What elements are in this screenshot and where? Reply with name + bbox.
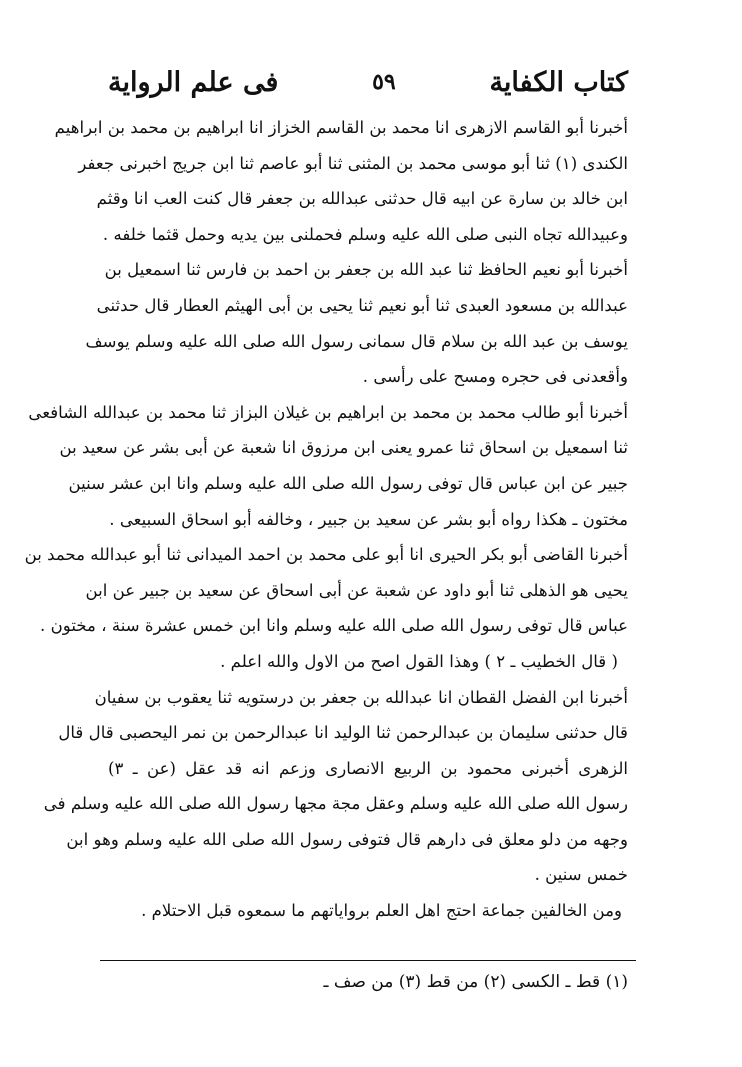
text-line: عبدالله بن مسعود العبدى ثنا أبو نعيم ثنا يحيى بن أبى الهيثم العطار قال حدثنى: [96, 295, 628, 315]
text-line: جبير عن ابن عباس قال توفى رسول الله صلى الله عليه وسلم وانا ابن عشر سنين: [68, 473, 628, 493]
text-line: أخبرنا القاضى أبو بكر الحيرى انا أبو على محمد بن احمد الميدانى ثنا أبو عبدالله محمد بن: [24, 545, 628, 565]
text-line: قال حدثنى سليمان بن عبدالرحمن ثنا الوليد انا عبدالرحمن بن نمر اليحصبى قال قال: [58, 723, 628, 743]
footnote-divider: [100, 960, 636, 961]
text-line: خمس سنين .: [534, 865, 628, 885]
page-header: [108, 60, 628, 104]
text-line: وجهه من دلو معلق فى دارهم قال فتوفى رسول الله صلى الله عليه وسلم وهو ابن: [66, 829, 628, 849]
running-title-right: كتاب الكفاية: [489, 66, 628, 98]
text-line: أخبرنا ابن الفضل القطان انا عبدالله بن جعفر بن درستويه ثنا يعقوب بن سفيان: [94, 687, 628, 707]
running-title-left: فى علم الرواية: [108, 66, 279, 98]
main-text: [24, 110, 628, 929]
text-line: عباس قال توفى رسول الله صلى الله عليه وسلم وانا ابن خمس عشرة سنة ، مختون .: [40, 616, 628, 636]
text-line: رسول الله صلى الله عليه وسلم وعقل مجة مجها رسول الله صلى الله عليه وسلم فى: [43, 794, 628, 814]
text-line: ثنا اسمعيل بن اسحاق ثنا عمرو يعنى ابن مرزوق انا شعبة عن أبى بشر عن سعيد بن: [59, 438, 628, 458]
text-line: الكندى (١) ثنا أبو موسى محمد بن المثنى ثنا أبو عاصم ثنا ابن جريج اخبرنى جعفر: [78, 153, 628, 173]
text-line: أخبرنا أبو طالب محمد بن محمد بن ابراهيم بن غيلان البزاز ثنا محمد بن عبدالله الشافعى: [28, 402, 628, 422]
text-line: أخبرنا أبو القاسم الازهرى انا محمد بن القاسم الخزاز انا ابراهيم بن محمد بن ابراهيم: [54, 118, 628, 137]
text-line: ومن الخالفين جماعة احتج اهل العلم برواياتهم ما سمعوه قبل الاحتلام .: [141, 901, 622, 921]
text-line: يوسف بن عبد الله بن سلام قال سمانى رسول الله صلى الله عليه وسلم يوسف: [85, 331, 628, 351]
page-number: ٥٩: [372, 69, 396, 95]
text-line: ( قال الخطيب ـ ٢ ) وهذا القول اصح من الاول والله اعلم .: [220, 651, 618, 671]
text-line: أخبرنا أبو نعيم الحافظ ثنا عبد الله بن جعفر بن احمد بن فارس ثنا اسمعيل بن: [104, 260, 628, 280]
text-line: مختون ـ هكذا رواه أبو بشر عن سعيد بن جبير ، وخالفه أبو اسحاق السبيعى .: [109, 509, 628, 529]
text-line: وعبيدالله تجاه النبى صلى الله عليه وسلم فحملنى بين يديه وحمل قثما خلفه .: [102, 224, 628, 244]
text-line: ابن خالد بن سارة عن ابيه قال حدثنى عبدالله بن جعفر قال كنت العب انا وقثم: [96, 189, 628, 209]
text-line: وأقعدنى فى حجره ومسح على رأسى .: [362, 367, 628, 387]
text-line: يحيى هو الذهلى ثنا أبو داود عن شعبة عن أبى اسحاق عن سعيد بن جبير عن ابن: [85, 580, 628, 600]
text-line: الزهرى أخبرنى محمود بن الربيع الانصارى وزعم انه قد عقل (عن ـ ٣): [108, 758, 628, 778]
footnote: (١) قط ـ الكسى (٢) من قط (٣) من صف ـ: [323, 972, 628, 992]
